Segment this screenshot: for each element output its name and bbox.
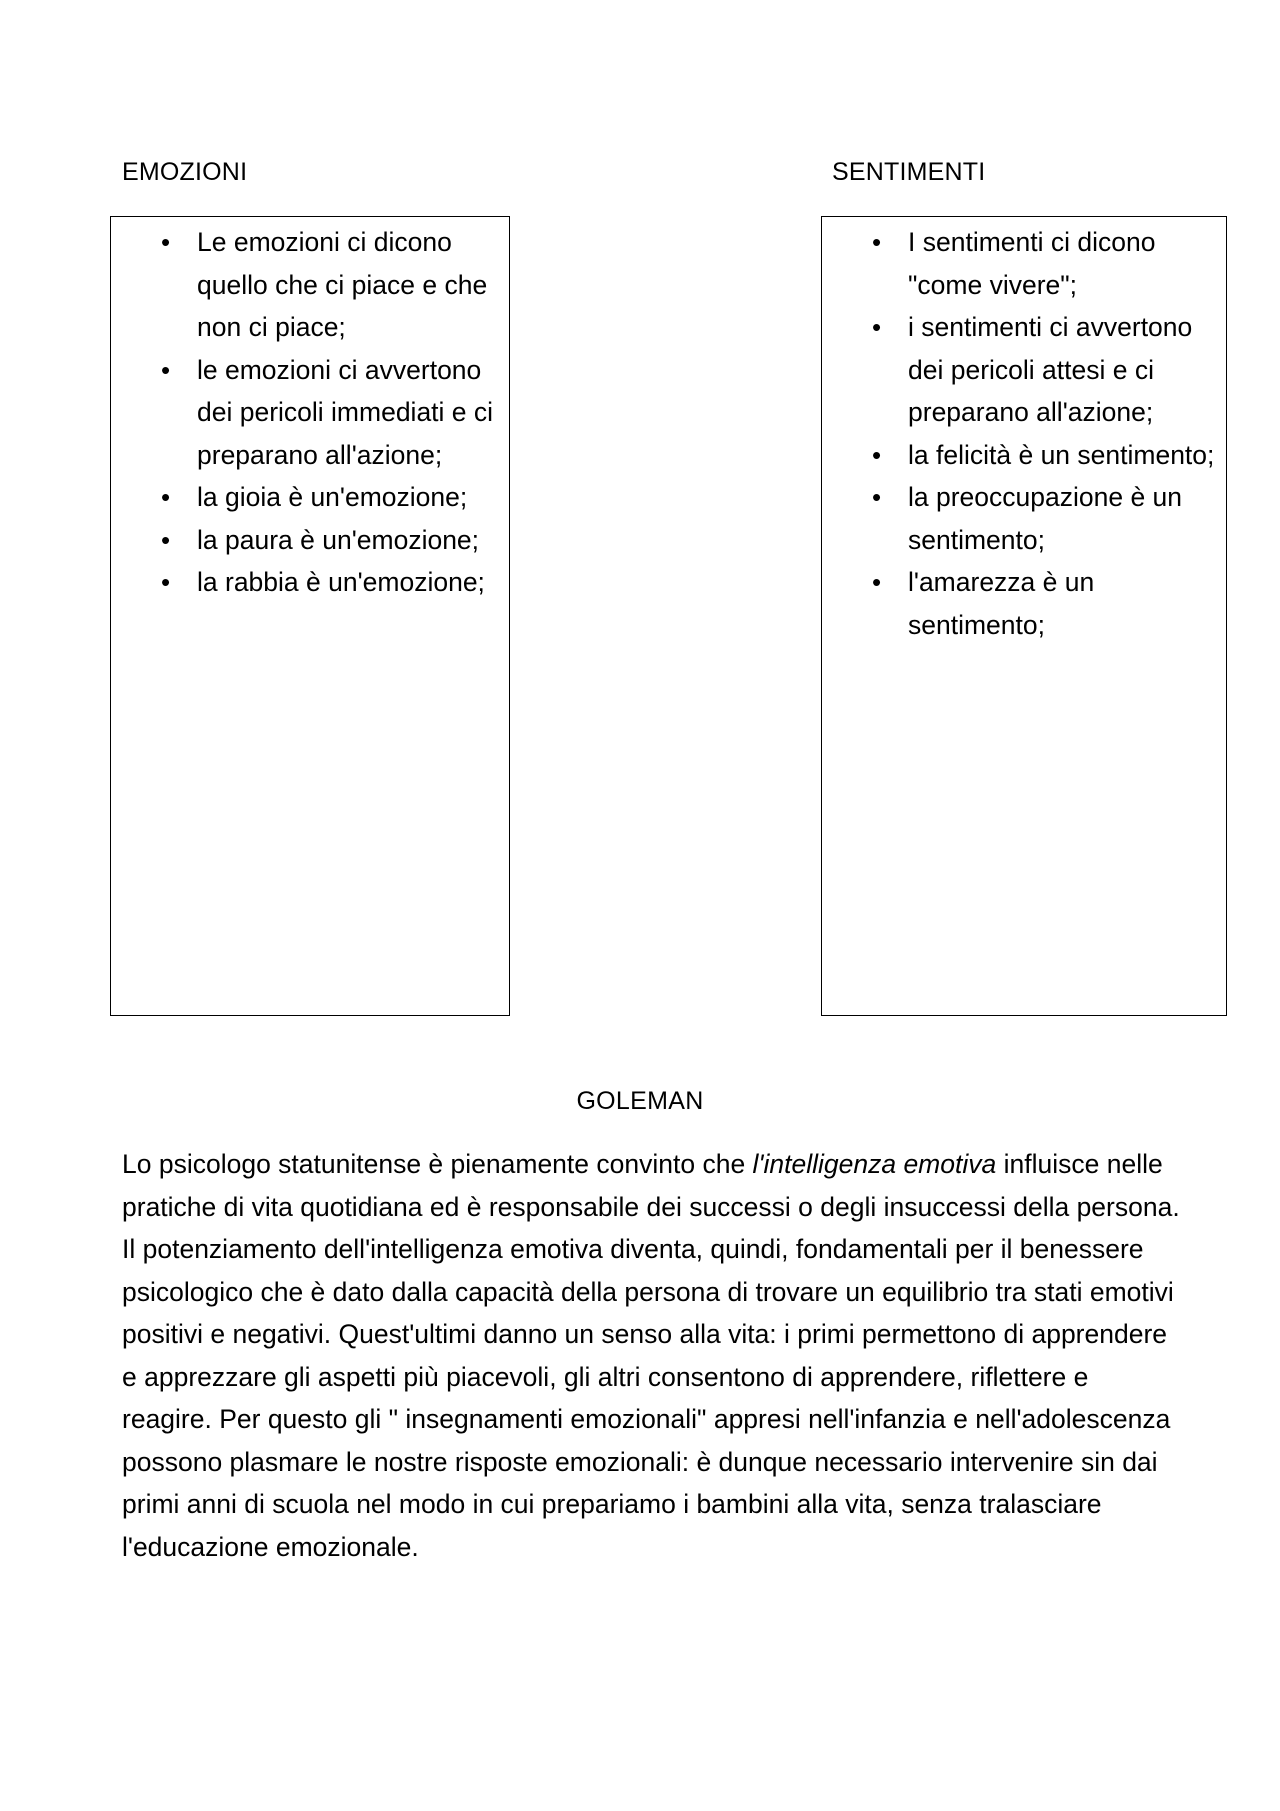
bullet-icon: •: [872, 227, 882, 257]
sentimenti-box: [821, 216, 1227, 1016]
list-item-text: la rabbia è un'emozione;: [197, 567, 485, 597]
bullet-icon: •: [161, 354, 171, 385]
list-item: [822, 561, 1226, 646]
emozioni-title: EMOZIONI: [122, 158, 248, 186]
bullet-icon: •: [872, 567, 882, 597]
bullet-icon: •: [872, 439, 882, 470]
list-item-text: l'amarezza è un sentimento;: [908, 567, 1095, 640]
goleman-paragraph: [122, 1143, 1182, 1568]
list-item-text: le emozioni ci avvertono dei pericoli immediati e ci preparano all'azione;: [197, 354, 494, 470]
bullet-icon: •: [872, 312, 882, 342]
bullet-icon: •: [161, 482, 171, 512]
sentimenti-title: SENTIMENTI: [832, 158, 986, 186]
paragraph-text-rest: influisce nelle pratiche di vita quotidiana ed è responsabile dei successi o degli insuccessi della persona. Il potenziamento dell'intelligenza emotiva diventa, quindi, fondamentali per il benessere psicologico che è dato dalla capacità della persona di trovare un equilibrio tra stati emotivi positivi e negativi. Quest'ultimi danno un senso alla vita: i primi permettono di apprendere e apprezzare gli aspetti più piacevoli, gli altri consentono di apprendere, riflettere e reagire. Per questo gli " insegnamenti emozionali" appresi nell'infanzia e nell'adolescenza possono plasmare le nostre risposte emozionali: è dunque necessario intervenire sin dai primi anni di scuola nel modo in cui prepariamo i bambini alla vita, senza tralasciare l'educazione emozionale.: [122, 1149, 1180, 1562]
list-item: [111, 561, 509, 604]
list-item-text: i sentimenti ci avvertono dei pericoli attesi e ci preparano all'azione;: [908, 312, 1193, 427]
paragraph-text-start: Lo psicologo statunitense è pienamente convinto che: [122, 1149, 753, 1179]
list-item: [822, 434, 1226, 477]
list-item-text: la gioia è un'emozione;: [197, 482, 468, 512]
list-item: [111, 221, 509, 349]
list-item-text: la paura è un'emozione;: [197, 524, 480, 555]
emozioni-box: [110, 216, 510, 1016]
bullet-icon: •: [161, 567, 171, 597]
list-item-text: la felicità è un sentimento;: [908, 439, 1215, 470]
list-item: [822, 306, 1226, 434]
list-item-text: I sentimenti ci dicono "come vivere";: [908, 227, 1156, 300]
list-item-text: Le emozioni ci dicono quello che ci piace e che non ci piace;: [197, 227, 488, 342]
goleman-heading: GOLEMAN: [576, 1087, 704, 1115]
list-item: [111, 349, 509, 477]
emozioni-list: [111, 221, 509, 604]
list-item-text: la preoccupazione è un sentimento;: [908, 482, 1183, 555]
list-item: [111, 519, 509, 562]
bullet-icon: •: [161, 524, 171, 555]
list-item: [822, 221, 1226, 306]
sentimenti-list: [822, 221, 1226, 646]
bullet-icon: •: [872, 482, 882, 512]
paragraph-emphasis: l'intelligenza emotiva: [752, 1149, 997, 1179]
list-item: [111, 476, 509, 519]
list-item: [822, 476, 1226, 561]
bullet-icon: •: [161, 227, 171, 257]
